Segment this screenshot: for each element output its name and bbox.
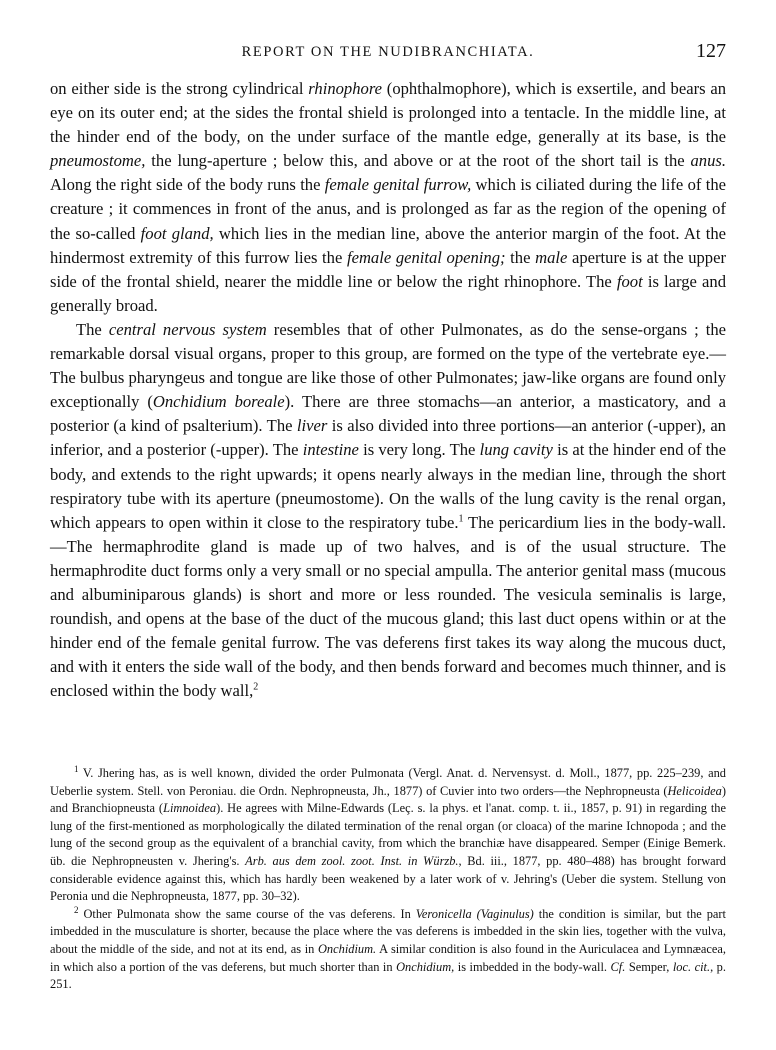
- text-run: on either side is the strong cylindrical: [50, 79, 309, 98]
- page-number: 127: [696, 40, 726, 62]
- text-run: ). He agrees with Milne-Edwards (Leç. s. la phys. et l'anat. comp. t. ii., 1857, p. 91) in regarding the lung of the first-mentioned as morphologically the dilated termination of the renal organ (or cloaca) of the marine Ichnopoda ; and the lung of the second group as the equivalent of a branchial cavity, from which the branchiæ have disappeared. Semper (Einige Bemerk. üb. die Nephropneusten v. Jhering's.: [50, 801, 726, 868]
- term-intestine: intestine: [302, 440, 359, 460]
- text-run: is imbedded in the body-wall.: [454, 959, 611, 974]
- term-helicoidea: Helicoidea: [667, 783, 722, 798]
- text-run: Other Pulmonata show the same course of the vas deferens. In: [78, 906, 416, 921]
- term-veronicella: Veronicella (Vaginulus): [415, 906, 534, 921]
- text-run: is at the hinder end of the body, and extends to the right upwards; it opens nearly always in the median line, through the short respiratory tube with its aperture (pneumostome). On the walls of the lung cavity is the renal organ, which appears to open within it close to the respiratory tube.: [50, 440, 726, 532]
- term-foot-gland: foot gland,: [140, 223, 214, 243]
- text-run: (ophthalmophore), which is exsertile, and bears an eye on its outer end; at the sides the frontal shield is prolonged into a tentacle. In the middle line, at the hinder end of the body, on the under surface of the mantle edge, generally at its base, is the: [50, 79, 726, 147]
- term-rhinophore: rhinophore: [308, 79, 383, 98]
- text-run: is also divided into three portions—an anterior (-upper), an inferior, and a posterior (-upper). The: [50, 416, 726, 460]
- footnote-ref-1[interactable]: 1: [458, 513, 464, 525]
- term-pneumostome: pneumostome,: [50, 151, 146, 171]
- body-text: [50, 77, 726, 703]
- text-run: aperture is at the upper side of the frontal shield, nearer the middle line or below the right rhinophore. The: [50, 247, 726, 291]
- citation-title: Arb. aus dem zool. zoot. Inst. in Würzb.: [245, 853, 459, 868]
- text-run: which lies in the median line, above the anterior margin of the foot. At the hindermost extremity of this furrow lies the: [50, 223, 726, 267]
- text-run: A similar condition is also found in the Auriculacea and Lymnæacea, in which also a portion of the vas deferens, but much shorter than in: [50, 941, 727, 974]
- text-run: is very long. The: [358, 440, 480, 460]
- text-run: the lung-aperture ; below this, and above or at the root of the short tail is the: [145, 151, 691, 171]
- footnote-mark: 1: [74, 763, 79, 774]
- term-central-nervous-system: central nervous system: [108, 319, 267, 339]
- footnote-1: [50, 765, 726, 906]
- footnote-ref-2[interactable]: 2: [253, 681, 259, 693]
- text-run: The pericardium lies in the body-wall.—The hermaphrodite gland is made up of two halves, and is of the usual structure. The hermaphrodite duct forms only a very small or no special ampulla. The anterior genital mass (mucous and albuminiparous glands) is short and more or less rounded. The vesicula seminalis is large, roundish, and opens at the base of the duct of the mucous gland; this last duct opens within or at the hinder end of the female genital furrow. The vas deferens first takes its way along the mucous duct, and with it enters the side wall of the body, and then bends forward and becomes much thinner, and is enclosed within the body wall,: [50, 512, 726, 701]
- term-anus: anus.: [690, 151, 726, 171]
- text-run: resembles that of other Pulmonates, as do the sense-organs ; the remarkable dorsal visual organs, proper to this group, are formed on the type of the vertebrate eye.—The bulbus pharyngeus and tongue are like those of other Pulmonates; jaw-like organs are found only exceptionally (: [50, 319, 727, 412]
- term-male: male: [535, 247, 568, 267]
- text-run: the: [505, 247, 536, 267]
- term-female-genital-opening: female genital opening;: [346, 247, 506, 267]
- footnote-2: [50, 906, 726, 994]
- term-loc-cit: loc. cit.: [672, 959, 711, 974]
- term-female-genital-furrow: female genital furrow,: [324, 175, 472, 195]
- term-onchidium: Onchidium.: [317, 941, 377, 956]
- term-foot: foot: [616, 271, 643, 291]
- term-lung-cavity: lung cavity: [479, 440, 553, 460]
- text-run: , Bd. iii., 1877, pp. 480–488) has brought forward considerable evidence against this, which has hardly been weakened by a later work of v. Jehring's (Ueber die system. Stellung von Peronia und die Nephropneusta, 1877, pp. 30–32).: [50, 853, 726, 904]
- text-run: Along the right side of the body runs the: [50, 175, 325, 195]
- text-run: , p. 251.: [50, 959, 726, 992]
- text-run: ). There are three stomachs—an anterior, a masticatory, and a posterior (a kind of psalterium). The: [50, 392, 726, 436]
- text-run: which is ciliated during the life of the creature ; it commences in front of the anus, and is prolonged as far as the region of the opening of the so-called: [50, 175, 727, 243]
- text-run: ) and Branchiopneusta (: [50, 783, 726, 816]
- text-run: Semper,: [625, 959, 673, 974]
- term-onchidium: Onchidium,: [396, 959, 455, 974]
- page-header: [50, 40, 726, 64]
- text-run: The: [76, 319, 109, 339]
- term-limnoidea: Limnoidea: [163, 801, 217, 816]
- term-liver: liver: [296, 416, 328, 436]
- paragraph-nervous-system: [50, 318, 726, 704]
- footnotes: [50, 765, 726, 994]
- term-cf: Cf.: [610, 959, 626, 974]
- term-onchidium-boreale: Onchidium boreale: [152, 392, 285, 412]
- text-run: the condition is similar, but the part imbedded in the musculature is shorter, because the place where the vas deferens is imbedded in the skin lies, together with the vulva, about the middle of the side, and not at its end, as in: [50, 906, 726, 956]
- text-run: V. Jhering has, as is well known, divided the order Pulmonata (Vergl. Anat. d. Nervensyst. d. Moll., 1877, pp. 225–239, and Ueberlie system. Stell. von Peroniau. die Ordn. Nephropneusta, Jh., 1877) of Cuvier into two orders—the Nephropneusta (: [50, 766, 726, 798]
- text-run: is large and generally broad.: [50, 271, 726, 315]
- paragraph-rhinophore: [50, 77, 726, 318]
- footnote-mark: 2: [74, 904, 79, 915]
- running-head: REPORT ON THE NUDIBRANCHIATA.: [241, 44, 535, 60]
